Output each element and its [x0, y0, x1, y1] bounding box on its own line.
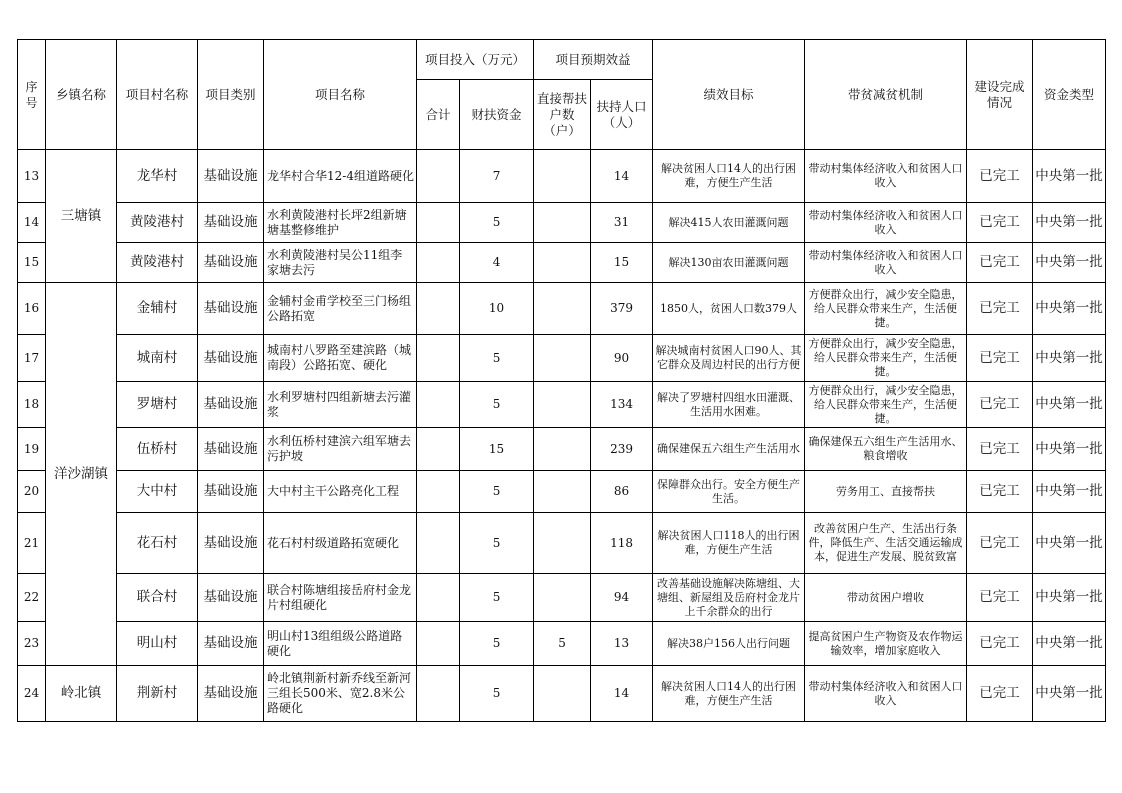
header-fund: 财扶资金 — [460, 80, 534, 150]
header-benefit-group: 项目预期效益 — [534, 40, 653, 80]
cell-project: 龙华村合华12-4组道路硬化 — [264, 150, 417, 203]
cell-fund: 5 — [460, 335, 534, 382]
cell-total — [417, 513, 460, 574]
cell-total — [417, 283, 460, 335]
cell-fund: 5 — [460, 382, 534, 428]
header-population: 扶持人口（人） — [591, 80, 653, 150]
cell-mechanism: 带动村集体经济收入和贫困人口收入 — [805, 150, 967, 203]
cell-fund-type: 中央第一批 — [1033, 150, 1106, 203]
cell-population: 14 — [591, 150, 653, 203]
cell-status: 已完工 — [967, 243, 1033, 283]
cell-project: 岭北镇荆新村新乔线至新河三组长500米、宽2.8米公路硬化 — [264, 666, 417, 722]
cell-project: 联合村陈塘组接岳府村金龙片村组硬化 — [264, 574, 417, 622]
cell-no: 19 — [18, 428, 46, 471]
cell-households — [534, 335, 591, 382]
cell-town: 三塘镇 — [46, 150, 117, 283]
cell-mechanism: 方便群众出行，减少安全隐患，给人民群众带来生产，生活便捷。 — [805, 283, 967, 335]
cell-households — [534, 382, 591, 428]
cell-goal: 解决415人农田灌溉问题 — [653, 203, 805, 243]
header-no: 序号 — [18, 40, 46, 150]
cell-village: 龙华村 — [117, 150, 198, 203]
cell-village: 联合村 — [117, 574, 198, 622]
cell-town: 岭北镇 — [46, 666, 117, 722]
cell-no: 23 — [18, 622, 46, 666]
cell-category: 基础设施 — [198, 622, 264, 666]
cell-project: 金辅村金甫学校至三门杨组公路拓宽 — [264, 283, 417, 335]
cell-population: 118 — [591, 513, 653, 574]
table-row — [18, 666, 1106, 722]
cell-village: 黄陵港村 — [117, 203, 198, 243]
table-row — [18, 283, 1106, 335]
table-body — [18, 150, 1106, 722]
cell-fund-type: 中央第一批 — [1033, 666, 1106, 722]
table-row — [18, 382, 1106, 428]
cell-fund: 15 — [460, 428, 534, 471]
cell-no: 18 — [18, 382, 46, 428]
header-mechanism: 带贫减贫机制 — [805, 40, 967, 150]
header-town: 乡镇名称 — [46, 40, 117, 150]
cell-population: 379 — [591, 283, 653, 335]
cell-fund: 10 — [460, 283, 534, 335]
cell-mechanism: 劳务用工、直接帮扶 — [805, 471, 967, 513]
cell-total — [417, 243, 460, 283]
cell-project: 水利黄陵港村吴公11组李家塘去污 — [264, 243, 417, 283]
cell-project: 花石村村级道路拓宽硬化 — [264, 513, 417, 574]
cell-project: 水利黄陵港村长坪2组新塘塘基整修维护 — [264, 203, 417, 243]
cell-status: 已完工 — [967, 513, 1033, 574]
table-row — [18, 622, 1106, 666]
cell-mechanism: 带动村集体经济收入和贫困人口收入 — [805, 203, 967, 243]
cell-households — [534, 574, 591, 622]
cell-fund-type: 中央第一批 — [1033, 243, 1106, 283]
cell-population: 239 — [591, 428, 653, 471]
cell-status: 已完工 — [967, 335, 1033, 382]
cell-village: 伍桥村 — [117, 428, 198, 471]
table-row — [18, 471, 1106, 513]
header-goal: 绩效目标 — [653, 40, 805, 150]
cell-village: 城南村 — [117, 335, 198, 382]
cell-total — [417, 428, 460, 471]
cell-category: 基础设施 — [198, 203, 264, 243]
header-fund-type: 资金类型 — [1033, 40, 1106, 150]
cell-fund-type: 中央第一批 — [1033, 283, 1106, 335]
cell-population: 31 — [591, 203, 653, 243]
cell-fund: 5 — [460, 622, 534, 666]
cell-fund-type: 中央第一批 — [1033, 335, 1106, 382]
cell-status: 已完工 — [967, 622, 1033, 666]
table-row — [18, 428, 1106, 471]
cell-project: 水利伍桥村建滨六组军塘去污护坡 — [264, 428, 417, 471]
cell-status: 已完工 — [967, 150, 1033, 203]
cell-no: 14 — [18, 203, 46, 243]
cell-total — [417, 574, 460, 622]
cell-status: 已完工 — [967, 283, 1033, 335]
cell-project: 水利罗塘村四组新塘去污灌浆 — [264, 382, 417, 428]
cell-status: 已完工 — [967, 382, 1033, 428]
cell-fund: 4 — [460, 243, 534, 283]
cell-mechanism: 带动贫困户增收 — [805, 574, 967, 622]
table-row — [18, 243, 1106, 283]
cell-households — [534, 428, 591, 471]
cell-goal: 解决城南村贫困人口90人、其它群众及周边村民的出行方便 — [653, 335, 805, 382]
cell-status: 已完工 — [967, 471, 1033, 513]
cell-mechanism: 改善贫困户生产、生活出行条件，降低生产、生活交通运输成本，促进生产发展、脱贫致富 — [805, 513, 967, 574]
header-row-1 — [18, 40, 1106, 80]
cell-no: 15 — [18, 243, 46, 283]
cell-goal: 确保建保五六组生产生活用水 — [653, 428, 805, 471]
cell-goal: 改善基础设施解决陈塘组、大塘组、新屋组及岳府村金龙片上千余群众的出行 — [653, 574, 805, 622]
cell-fund-type: 中央第一批 — [1033, 428, 1106, 471]
cell-population: 13 — [591, 622, 653, 666]
cell-town: 洋沙湖镇 — [46, 283, 117, 666]
table-row — [18, 335, 1106, 382]
header-total: 合计 — [417, 80, 460, 150]
cell-village: 金辅村 — [117, 283, 198, 335]
cell-fund: 5 — [460, 666, 534, 722]
cell-population: 94 — [591, 574, 653, 622]
cell-fund: 5 — [460, 513, 534, 574]
cell-total — [417, 382, 460, 428]
cell-goal: 解决130亩农田灌溉问题 — [653, 243, 805, 283]
cell-category: 基础设施 — [198, 666, 264, 722]
cell-fund: 5 — [460, 471, 534, 513]
cell-mechanism: 确保建保五六组生产生活用水、粮食增收 — [805, 428, 967, 471]
cell-village: 大中村 — [117, 471, 198, 513]
header-project: 项目名称 — [264, 40, 417, 150]
cell-status: 已完工 — [967, 428, 1033, 471]
cell-fund-type: 中央第一批 — [1033, 203, 1106, 243]
cell-total — [417, 471, 460, 513]
cell-no: 13 — [18, 150, 46, 203]
cell-goal: 解决贫困人口14人的出行困难，方便生产生活 — [653, 666, 805, 722]
header-status: 建设完成情况 — [967, 40, 1033, 150]
cell-population: 134 — [591, 382, 653, 428]
cell-goal: 解决贫困人口14人的出行困难，方便生产生活 — [653, 150, 805, 203]
cell-households — [534, 513, 591, 574]
cell-households — [534, 471, 591, 513]
cell-village: 黄陵港村 — [117, 243, 198, 283]
cell-category: 基础设施 — [198, 471, 264, 513]
cell-population: 86 — [591, 471, 653, 513]
cell-total — [417, 203, 460, 243]
cell-category: 基础设施 — [198, 513, 264, 574]
cell-households — [534, 666, 591, 722]
cell-goal: 解决贫困人口118人的出行困难，方便生产生活 — [653, 513, 805, 574]
cell-population: 14 — [591, 666, 653, 722]
cell-village: 花石村 — [117, 513, 198, 574]
cell-goal: 解决38户156人出行问题 — [653, 622, 805, 666]
cell-project: 城南村八罗路至建滨路（城南段）公路拓宽、硬化 — [264, 335, 417, 382]
cell-category: 基础设施 — [198, 382, 264, 428]
cell-no: 22 — [18, 574, 46, 622]
cell-total — [417, 666, 460, 722]
cell-no: 17 — [18, 335, 46, 382]
cell-category: 基础设施 — [198, 574, 264, 622]
cell-total — [417, 335, 460, 382]
cell-no: 16 — [18, 283, 46, 335]
cell-mechanism: 方便群众出行，减少安全隐患，给人民群众带来生产，生活便捷。 — [805, 382, 967, 428]
cell-total — [417, 622, 460, 666]
cell-village: 罗塘村 — [117, 382, 198, 428]
cell-category: 基础设施 — [198, 243, 264, 283]
cell-category: 基础设施 — [198, 335, 264, 382]
cell-fund: 7 — [460, 150, 534, 203]
cell-status: 已完工 — [967, 666, 1033, 722]
cell-project: 明山村13组组级公路道路硬化 — [264, 622, 417, 666]
cell-no: 20 — [18, 471, 46, 513]
cell-households — [534, 150, 591, 203]
cell-category: 基础设施 — [198, 150, 264, 203]
cell-goal: 1850人，贫困人口数379人 — [653, 283, 805, 335]
table-row — [18, 574, 1106, 622]
cell-fund: 5 — [460, 574, 534, 622]
cell-households — [534, 203, 591, 243]
cell-project: 大中村主干公路亮化工程 — [264, 471, 417, 513]
cell-fund-type: 中央第一批 — [1033, 382, 1106, 428]
cell-households: 5 — [534, 622, 591, 666]
cell-mechanism: 带动村集体经济收入和贫困人口收入 — [805, 243, 967, 283]
cell-goal: 保障群众出行。安全方便生产生活。 — [653, 471, 805, 513]
cell-mechanism: 带动村集体经济收入和贫困人口收入 — [805, 666, 967, 722]
table-row — [18, 150, 1106, 203]
cell-fund-type: 中央第一批 — [1033, 471, 1106, 513]
cell-village: 荆新村 — [117, 666, 198, 722]
cell-fund-type: 中央第一批 — [1033, 622, 1106, 666]
cell-population: 15 — [591, 243, 653, 283]
cell-goal: 解决了罗塘村四组水田灌溉、生活用水困难。 — [653, 382, 805, 428]
cell-fund: 5 — [460, 203, 534, 243]
poverty-project-table — [17, 39, 1106, 722]
cell-no: 24 — [18, 666, 46, 722]
header-category: 项目类别 — [198, 40, 264, 150]
cell-households — [534, 283, 591, 335]
cell-status: 已完工 — [967, 574, 1033, 622]
cell-status: 已完工 — [967, 203, 1033, 243]
cell-mechanism: 提高贫困户生产物资及农作物运输效率，增加家庭收入 — [805, 622, 967, 666]
header-investment-group: 项目投入（万元） — [417, 40, 534, 80]
cell-category: 基础设施 — [198, 283, 264, 335]
cell-total — [417, 150, 460, 203]
table-row — [18, 203, 1106, 243]
cell-village: 明山村 — [117, 622, 198, 666]
header-village: 项目村名称 — [117, 40, 198, 150]
table-row — [18, 513, 1106, 574]
cell-fund-type: 中央第一批 — [1033, 513, 1106, 574]
cell-population: 90 — [591, 335, 653, 382]
cell-category: 基础设施 — [198, 428, 264, 471]
cell-mechanism: 方便群众出行，减少安全隐患，给人民群众带来生产，生活便捷。 — [805, 335, 967, 382]
cell-fund-type: 中央第一批 — [1033, 574, 1106, 622]
header-households: 直接帮扶户数（户） — [534, 80, 591, 150]
cell-households — [534, 243, 591, 283]
cell-no: 21 — [18, 513, 46, 574]
